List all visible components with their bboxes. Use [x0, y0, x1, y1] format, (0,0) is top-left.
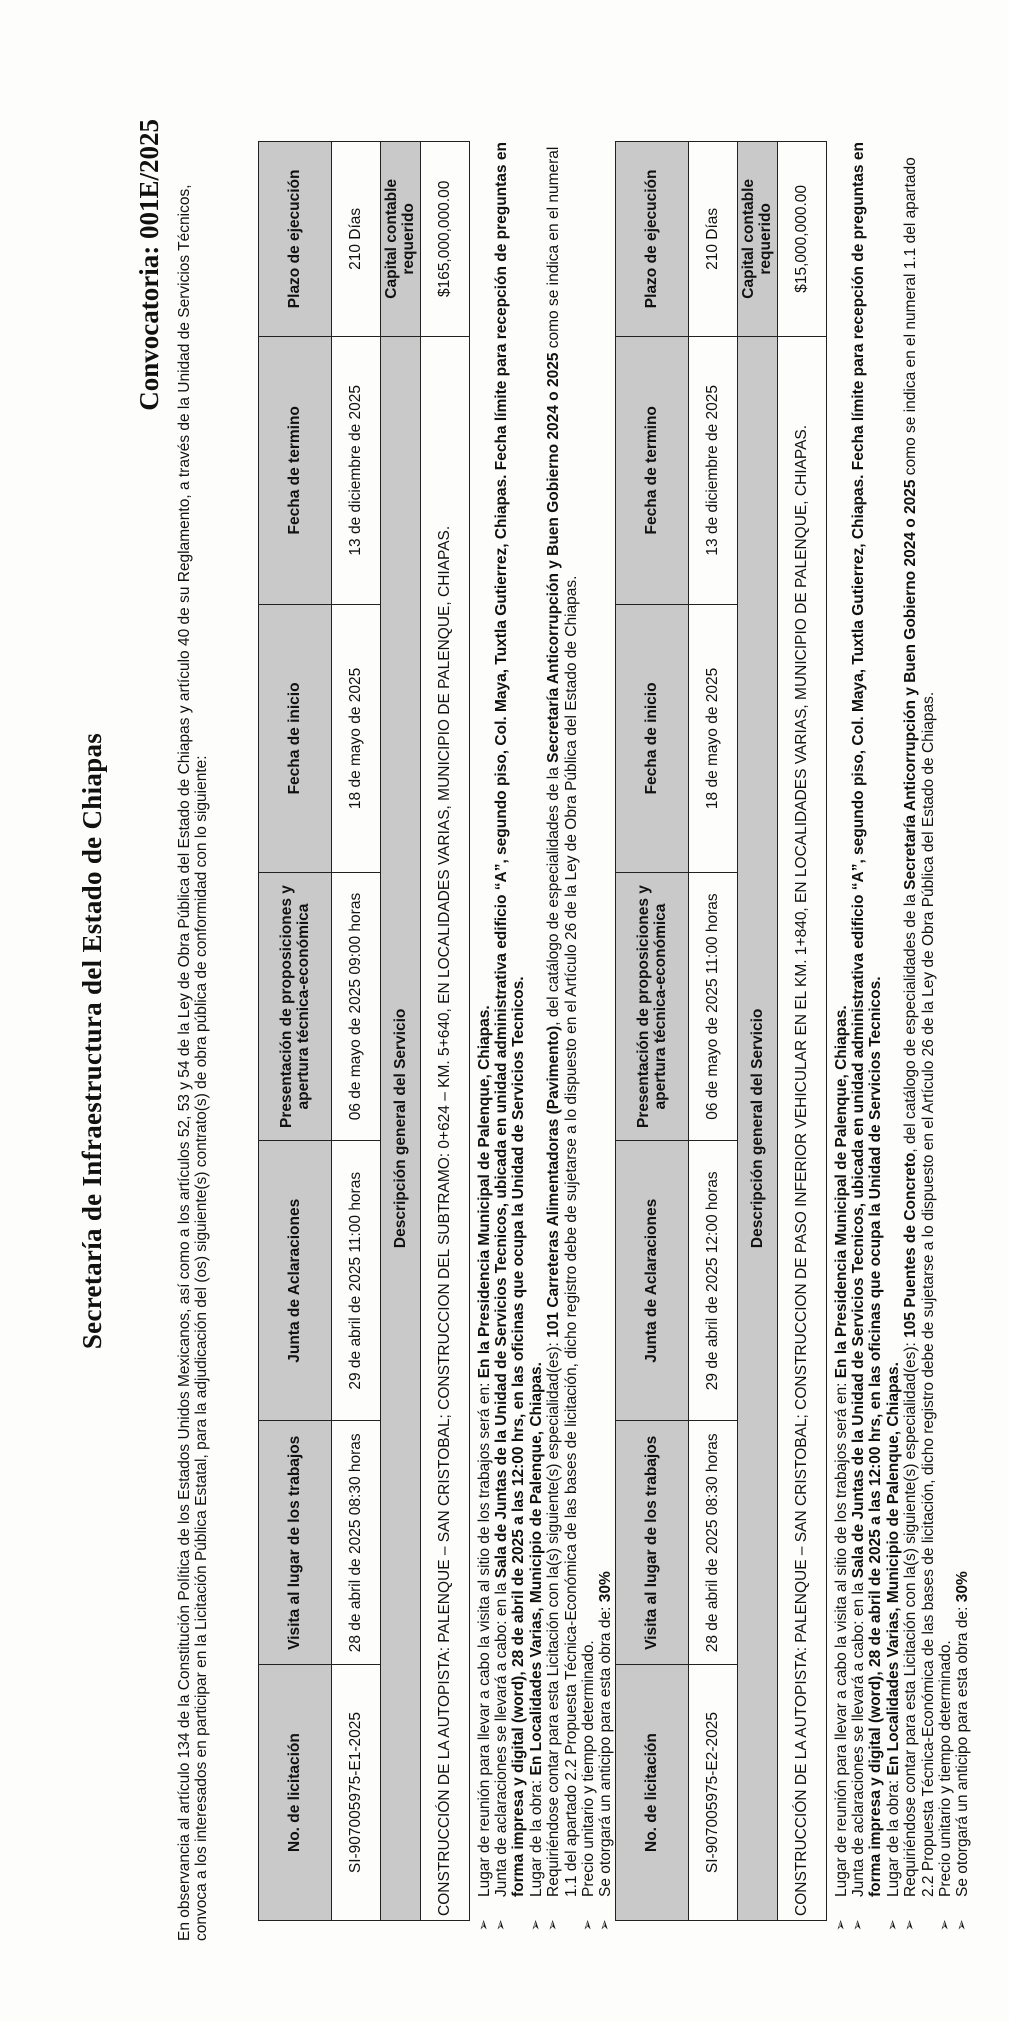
convocatoria-number: Convocatoria: 001E/2025	[134, 119, 164, 411]
note-bold: Secretaría Anticorrupción y Buen Gobierno 2024 o 2025	[902, 479, 920, 890]
tender-notes-1	[476, 141, 615, 1931]
bullet-arrow-icon: ➢	[526, 1919, 543, 1931]
cell-presentacion: 06 de mayo de 2025 11:00 horas	[689, 872, 738, 1140]
cell-presentacion: 06 de mayo de 2025 09:00 horas	[332, 872, 381, 1140]
note-text: , del catálogo de especialidades de la	[902, 889, 920, 1153]
rotated-document	[0, 61, 1009, 2021]
cell-junta: 29 de abril de 2025 12:00 horas	[689, 1141, 738, 1421]
note-text: Precio unitario y tiempo determinado.	[936, 1640, 954, 1897]
col-visita: Visita al lugar de los trabajos	[259, 1421, 332, 1665]
bullet-arrow-icon: ➢	[492, 1919, 509, 1931]
cell-capital: $165,000,000.00	[420, 142, 469, 337]
col-descripcion: Descripción general del Servicio	[381, 336, 421, 1920]
list-item	[885, 141, 902, 1931]
col-junta: Junta de Aclaraciones	[259, 1141, 332, 1421]
cell-licitacion: SI-907005975-E1-2025	[332, 1665, 381, 1921]
note-bold: Sala de Juntas de la Unidad de Servicios Tecnicos, ubicada en unidad administrativa edificio “A”, segundo piso, Col. Maya, Tuxtla Gutierrez, Chiapas. Fecha límite para recepción de preguntas en forma impresa y digital (word), 28 de abril de 2025 a las 12:00 hrs, en las oficinas que ocupa la Unidad de Servicios Tecnicos.	[493, 142, 528, 1897]
cell-descripcion: CONSTRUCCIÓN DE LA AUTOPISTA: PALENQUE – SAN CRISTOBAL; CONSTRUCCION DEL SUBTRAMO: 0+624 – KM. 5+640, EN LOCALIDADES VARIAS, MUNICIPIO DE PALENQUE, CHIAPAS.	[420, 336, 469, 1920]
note-text: como se indica en el numeral 1.1 del apartado 2.2 Propuesta Técnica-Económica de las bases de licitación, dicho registro debe de sujetarse a lo dispuesto en el Artículo 26 de la Ley de Obra Pública del Estado de Chiapas.	[902, 157, 937, 1897]
list-item	[476, 141, 493, 1931]
note-text: Lugar de la obra:	[884, 1775, 902, 1897]
cell-inicio: 18 de mayo de 2025	[689, 604, 738, 872]
bullet-arrow-icon: ➢	[831, 1919, 848, 1931]
col-termino: Fecha de termino	[616, 336, 689, 604]
note-text: Junta de aclaraciones se llevará a cabo: en la	[493, 1578, 511, 1897]
subheader-row	[381, 142, 421, 1921]
cell-junta: 29 de abril de 2025 11:00 horas	[332, 1141, 381, 1421]
col-inicio: Fecha de inicio	[616, 604, 689, 872]
col-descripcion: Descripción general del Servicio	[738, 336, 778, 1920]
note-bold: En la Presidencia Municipal de Palenque, Chiapas.	[832, 1005, 850, 1379]
note-bold: En Localidades Varias, Municipio de Palenque, Chiapas.	[884, 1362, 902, 1776]
cell-plazo: 210 Días	[332, 142, 381, 337]
table-header-row	[616, 142, 689, 1921]
note-bold: 30%	[954, 1571, 972, 1603]
note-text: Lugar de reunión para llevar a cabo la visita al sitio de los trabajos será en:	[832, 1378, 850, 1897]
cell-licitacion: SI-907005975-E2-2025	[689, 1665, 738, 1921]
list-item	[493, 141, 528, 1931]
cell-termino: 13 de diciembre de 2025	[689, 336, 738, 604]
bullet-arrow-icon: ➢	[883, 1919, 900, 1931]
note-bold: En Localidades Varias, Municipio de Palenque, Chiapas.	[527, 1362, 545, 1776]
note-text: Junta de aclaraciones se llevará a cabo: en la	[850, 1578, 868, 1897]
note-text: Requiriéndose contar para esta Licitación con la(s) siguiente(s) especialidad(es):	[545, 1337, 563, 1897]
list-item	[597, 141, 614, 1931]
note-bold: 101 Carreteras Alimentadoras (Pavimento)	[545, 1025, 563, 1338]
tender-table-2	[615, 141, 827, 1921]
note-bold: 105 Puentes de Concreto	[902, 1152, 920, 1338]
list-item	[902, 141, 937, 1931]
bullet-arrow-icon: ➢	[544, 1919, 561, 1931]
bullet-arrow-icon: ➢	[935, 1919, 952, 1931]
cell-inicio: 18 de mayo de 2025	[332, 604, 381, 872]
table-row	[689, 142, 738, 1921]
list-item	[850, 141, 885, 1931]
col-presentacion: Presentación de proposiciones y apertura técnica-económica	[259, 872, 332, 1140]
document-title: Secretaría de Infraestructura del Estado de Chiapas	[77, 732, 107, 1350]
tender-table-1	[258, 141, 470, 1921]
note-text: Precio unitario y tiempo determinado.	[579, 1640, 597, 1897]
tender-block-1	[258, 121, 615, 1941]
bullet-arrow-icon: ➢	[596, 1919, 613, 1931]
tender-block-2	[615, 121, 972, 1941]
list-item	[528, 141, 545, 1931]
intro-paragraph: En observancia al artículo 134 de la Constitución Política de los Estados Unidos Mexicanos, así como a los artículos 52, 53 y 54 de la Ley de Obra Pública del Estado de Chiapas y artículo 40 de su Reglamento, a través de la Unidad de Servicios Técnicos, convoca a los interesados en participar en la Licitación Pública Estatal, para la adjudicación del (os) siguiente(s) contrato(s) de obra pública de conformidad con lo siguiente:	[176, 184, 211, 1941]
note-text: Lugar de la obra:	[527, 1775, 545, 1897]
col-presentacion: Presentación de proposiciones y apertura técnica-económica	[616, 872, 689, 1140]
list-item	[580, 141, 597, 1931]
col-plazo: Plazo de ejecución	[259, 142, 332, 337]
list-item	[545, 141, 580, 1931]
bullet-arrow-icon: ➢	[578, 1919, 595, 1931]
cell-descripcion: CONSTRUCCIÓN DE LA AUTOPISTA: PALENQUE – SAN CRISTOBAL; CONSTRUCCION DE PASO INFERIOR VEHICULAR EN EL KM. 1+840, EN LOCALIDADES VARIAS, MUNICIPIO DE PALENQUE, CHIAPAS.	[777, 336, 826, 1920]
col-inicio: Fecha de inicio	[259, 604, 332, 872]
bullet-arrow-icon: ➢	[474, 1919, 491, 1931]
note-text: Se otorgará un anticipo para esta obra de:	[954, 1602, 972, 1897]
tender-notes-2	[833, 141, 972, 1931]
col-plazo: Plazo de ejecución	[616, 142, 689, 337]
col-capital: Capital contable requerido	[381, 142, 421, 337]
col-licitacion: No. de licitación	[616, 1665, 689, 1921]
note-text: Lugar de reunión para llevar a cabo la visita al sitio de los trabajos será en:	[475, 1378, 493, 1897]
bullet-arrow-icon: ➢	[849, 1919, 866, 1931]
list-item	[954, 141, 971, 1931]
cell-visita: 28 de abril de 2025 08:30 horas	[689, 1421, 738, 1665]
cell-capital: $15,000,000.00	[777, 142, 826, 337]
table-header-row	[259, 142, 332, 1921]
description-row	[420, 142, 469, 1921]
col-termino: Fecha de termino	[259, 336, 332, 604]
col-licitacion: No. de licitación	[259, 1665, 332, 1921]
bullet-arrow-icon: ➢	[901, 1919, 918, 1931]
cell-visita: 28 de abril de 2025 08:30 horas	[332, 1421, 381, 1665]
note-text: , del catálogo de especialidades de la	[545, 762, 563, 1026]
note-bold: Sala de Juntas de la Unidad de Servicios Tecnicos, ubicada en unidad administrativa edificio “A”, segundo piso, Col. Maya, Tuxtla Gutierrez, Chiapas. Fecha límite para recepción de preguntas en forma impresa y digital (word), 28 de abril de 2025 a las 12:00 hrs, en las oficinas que ocupa la Unidad de Servicios Tecnicos.	[850, 142, 885, 1897]
subheader-row	[738, 142, 778, 1921]
note-bold: En la Presidencia Municipal de Palenque, Chiapas.	[475, 1005, 493, 1379]
list-item	[937, 141, 954, 1931]
cell-termino: 13 de diciembre de 2025	[332, 336, 381, 604]
bullet-arrow-icon: ➢	[953, 1919, 970, 1931]
list-item	[833, 141, 850, 1931]
cell-plazo: 210 Días	[689, 142, 738, 337]
col-junta: Junta de Aclaraciones	[616, 1141, 689, 1421]
note-bold: Secretaría Anticorrupción y Buen Gobierno 2024 o 2025	[545, 352, 563, 763]
note-text: Requiriéndose contar para esta Licitación con la(s) siguiente(s) especialidad(es):	[902, 1337, 920, 1897]
note-text: como se indica en el numeral 1.1 del apartado 2.2 Propuesta Técnica-Económica de las bases de licitación, dicho registro debe de sujetarse a lo dispuesto en el Artículo 26 de la Ley de Obra Pública del Estado de Chiapas.	[545, 146, 580, 1897]
note-bold: 30%	[597, 1571, 615, 1603]
note-text: Se otorgará un anticipo para esta obra de:	[597, 1602, 615, 1897]
col-capital: Capital contable requerido	[738, 142, 778, 337]
table-row	[332, 142, 381, 1921]
description-row	[777, 142, 826, 1921]
col-visita: Visita al lugar de los trabajos	[616, 1421, 689, 1665]
